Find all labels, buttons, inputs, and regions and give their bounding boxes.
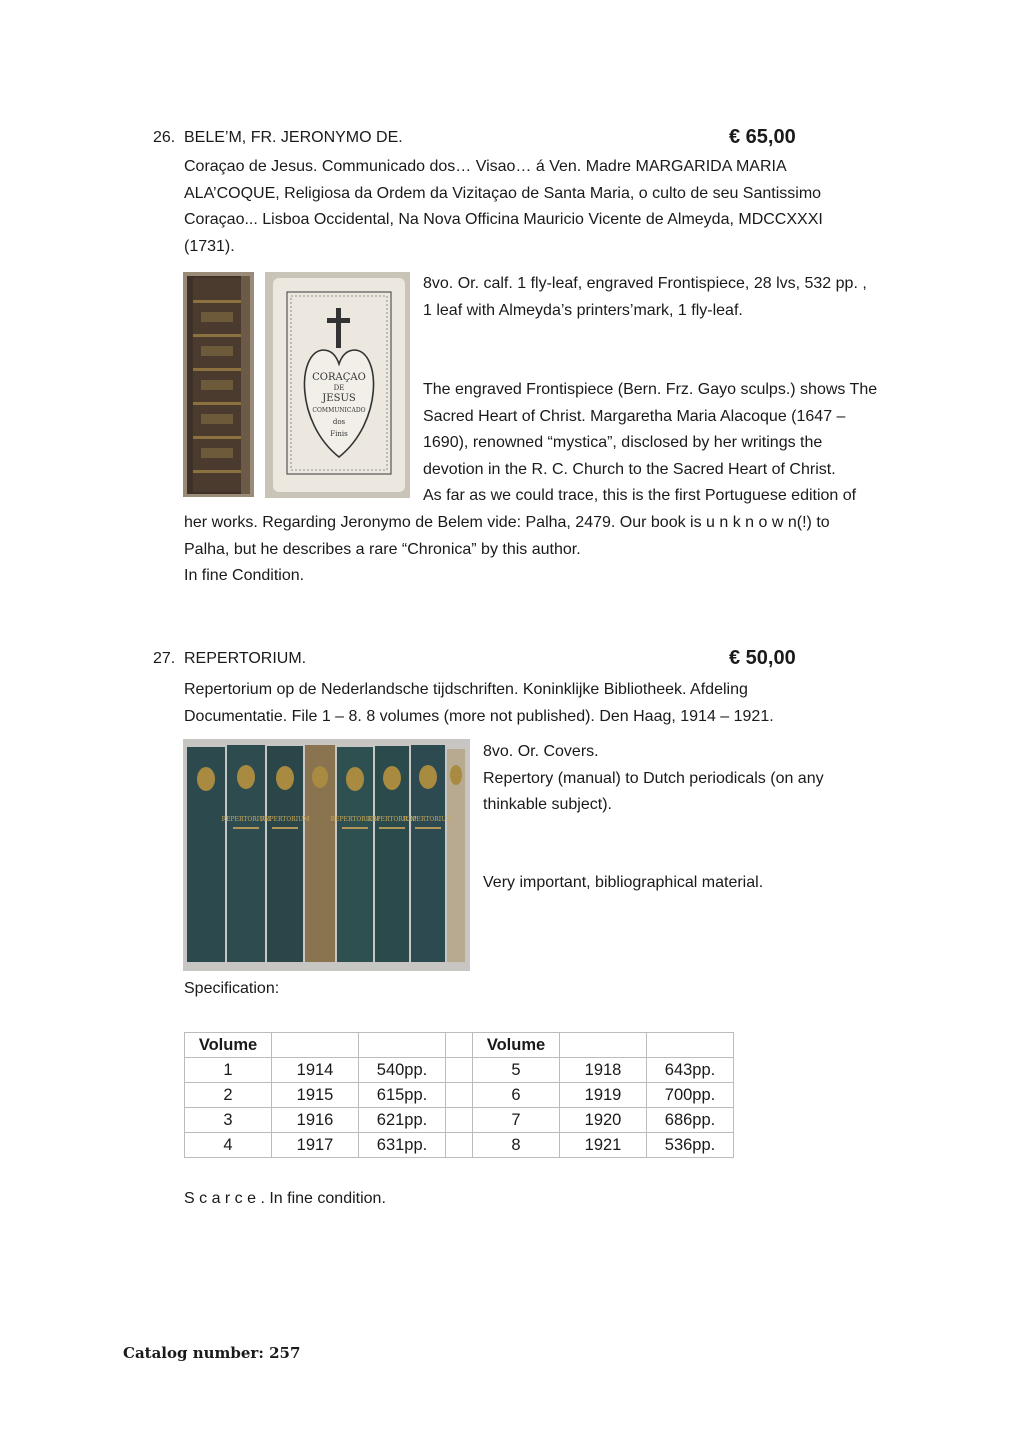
year-cell: 1918 bbox=[560, 1058, 647, 1083]
empty-cell bbox=[446, 1133, 473, 1158]
item-26-description bbox=[423, 271, 867, 324]
catalog-number: Catalog number: 257 bbox=[123, 1344, 301, 1362]
spine-label: REPERTORIUM bbox=[403, 816, 453, 823]
empty-cell bbox=[446, 1058, 473, 1083]
empty-cell bbox=[272, 1033, 359, 1058]
spine-label: REPERTORIUM bbox=[330, 816, 380, 823]
volume-cell: 3 bbox=[185, 1108, 272, 1133]
volume-cell: 7 bbox=[473, 1108, 560, 1133]
text-line: her works. Regarding Jeronymo de Belem vide: Palha, 2479. Our book is u n k n o w n(!) to bbox=[184, 514, 830, 531]
item-27-closing: S c a r c e . In fine condition. bbox=[184, 1190, 386, 1207]
text-line: Coraçao de Jesus. Communicado dos… Visao… á Ven. Madre MARGARIDA MARIA bbox=[184, 158, 787, 175]
empty-cell bbox=[647, 1033, 734, 1058]
item-27-description bbox=[483, 739, 824, 819]
table-row bbox=[185, 1133, 734, 1158]
header-cell: Volume bbox=[185, 1033, 272, 1058]
volume-cell: 4 bbox=[185, 1133, 272, 1158]
spine-label: REPERTORIUM bbox=[367, 816, 417, 823]
empty-cell bbox=[446, 1083, 473, 1108]
item-26-title bbox=[184, 154, 823, 260]
year-cell: 1919 bbox=[560, 1083, 647, 1108]
item-26-heading: BELE’M, FR. JERONYMO DE. bbox=[184, 129, 403, 146]
volume-cell: 1 bbox=[185, 1058, 272, 1083]
text-line: 8vo. Or. Covers. bbox=[483, 743, 599, 760]
header-cell: Volume bbox=[473, 1033, 560, 1058]
text-line: Documentatie. File 1 – 8. 8 volumes (more not published). Den Haag, 1914 – 1921. bbox=[184, 707, 774, 725]
item-27-title bbox=[184, 677, 774, 730]
text-line: ALA’COQUE, Religiosa da Ordem da Vizitaçao de Santa Maria, o culto de seu Santissimo bbox=[184, 184, 822, 202]
frontispiece-photo bbox=[265, 272, 410, 498]
text-line: Palha, but he describes a rare “Chronica” by this author. bbox=[184, 540, 581, 558]
pages-cell: 615pp. bbox=[359, 1083, 446, 1108]
table-row bbox=[185, 1058, 734, 1083]
pages-cell: 540pp. bbox=[359, 1058, 446, 1083]
text-line: 1690), renowned “mystica”, disclosed by her writings the bbox=[423, 434, 823, 452]
text-line: The engraved Frontispiece (Bern. Frz. Gayo sculps.) shows The bbox=[423, 381, 878, 398]
frontis-line: COMMUNICADO bbox=[312, 407, 366, 414]
pages-cell: 536pp. bbox=[647, 1133, 734, 1158]
spine-label: REPERTORIUM bbox=[221, 816, 271, 823]
year-cell: 1920 bbox=[560, 1108, 647, 1133]
item-27-price: € 50,00 bbox=[729, 647, 796, 669]
frontis-line: CORAÇAO bbox=[312, 372, 366, 383]
volume-table bbox=[184, 1032, 734, 1158]
text-line: Repertorium op de Nederlandsche tijdschriften. Koninklijke Bibliotheek. Afdeling bbox=[184, 681, 748, 698]
text-line: Repertory (manual) to Dutch periodicals (on any bbox=[483, 769, 824, 787]
text-line: (1731). bbox=[184, 237, 235, 255]
year-cell: 1917 bbox=[272, 1133, 359, 1158]
pages-cell: 700pp. bbox=[647, 1083, 734, 1108]
year-cell: 1915 bbox=[272, 1083, 359, 1108]
frontis-line: JESUS bbox=[322, 393, 356, 404]
text-line: Coraçao... Lisboa Occidental, Na Nova Officina Mauricio Vicente de Almeyda, MDCCXXXI bbox=[184, 211, 823, 229]
table-row bbox=[185, 1108, 734, 1133]
item-27-note: Very important, bibliographical material. bbox=[483, 874, 764, 891]
volume-cell: 2 bbox=[185, 1083, 272, 1108]
text-line: 1 leaf with Almeyda’s printers’mark, 1 fly-leaf. bbox=[423, 301, 743, 319]
text-line: devotion in the R. C. Church to the Sacred Heart of Christ. bbox=[423, 460, 836, 478]
table-row bbox=[185, 1083, 734, 1108]
text-line: As far as we could trace, this is the first Portuguese edition of bbox=[423, 487, 857, 505]
specification-label: Specification: bbox=[184, 980, 280, 997]
empty-cell bbox=[560, 1033, 647, 1058]
frontis-line: Finis bbox=[330, 430, 348, 438]
item-26-number: 26. bbox=[153, 129, 176, 146]
text-line: Sacred Heart of Christ. Margaretha Maria Alacoque (1647 – bbox=[423, 407, 846, 425]
book-spine-photo bbox=[183, 272, 254, 497]
item-26-continuation bbox=[184, 510, 830, 590]
text-line: In fine Condition. bbox=[184, 567, 305, 585]
frontis-line: DE bbox=[333, 384, 345, 392]
text-line: thinkable subject). bbox=[483, 796, 612, 814]
item-27-heading: REPERTORIUM. bbox=[184, 650, 307, 667]
text-line: 8vo. Or. calf. 1 fly-leaf, engraved Frontispiece, 28 lvs, 532 pp. , bbox=[423, 275, 867, 292]
empty-cell bbox=[359, 1033, 446, 1058]
year-cell: 1914 bbox=[272, 1058, 359, 1083]
table-header-row bbox=[185, 1033, 734, 1058]
year-cell: 1921 bbox=[560, 1133, 647, 1158]
pages-cell: 643pp. bbox=[647, 1058, 734, 1083]
pages-cell: 631pp. bbox=[359, 1133, 446, 1158]
item-27-number: 27. bbox=[153, 650, 176, 667]
empty-cell bbox=[446, 1108, 473, 1133]
volume-cell: 5 bbox=[473, 1058, 560, 1083]
spine-label: REPERTORIUM bbox=[260, 816, 310, 823]
volume-cell: 8 bbox=[473, 1133, 560, 1158]
item-26-note bbox=[423, 377, 877, 510]
pages-cell: 621pp. bbox=[359, 1108, 446, 1133]
empty-cell bbox=[446, 1033, 473, 1058]
volumes-photo bbox=[183, 739, 470, 971]
year-cell: 1916 bbox=[272, 1108, 359, 1133]
frontis-line: dos bbox=[332, 418, 346, 426]
pages-cell: 686pp. bbox=[647, 1108, 734, 1133]
volume-cell: 6 bbox=[473, 1083, 560, 1108]
item-26-price: € 65,00 bbox=[729, 126, 796, 148]
